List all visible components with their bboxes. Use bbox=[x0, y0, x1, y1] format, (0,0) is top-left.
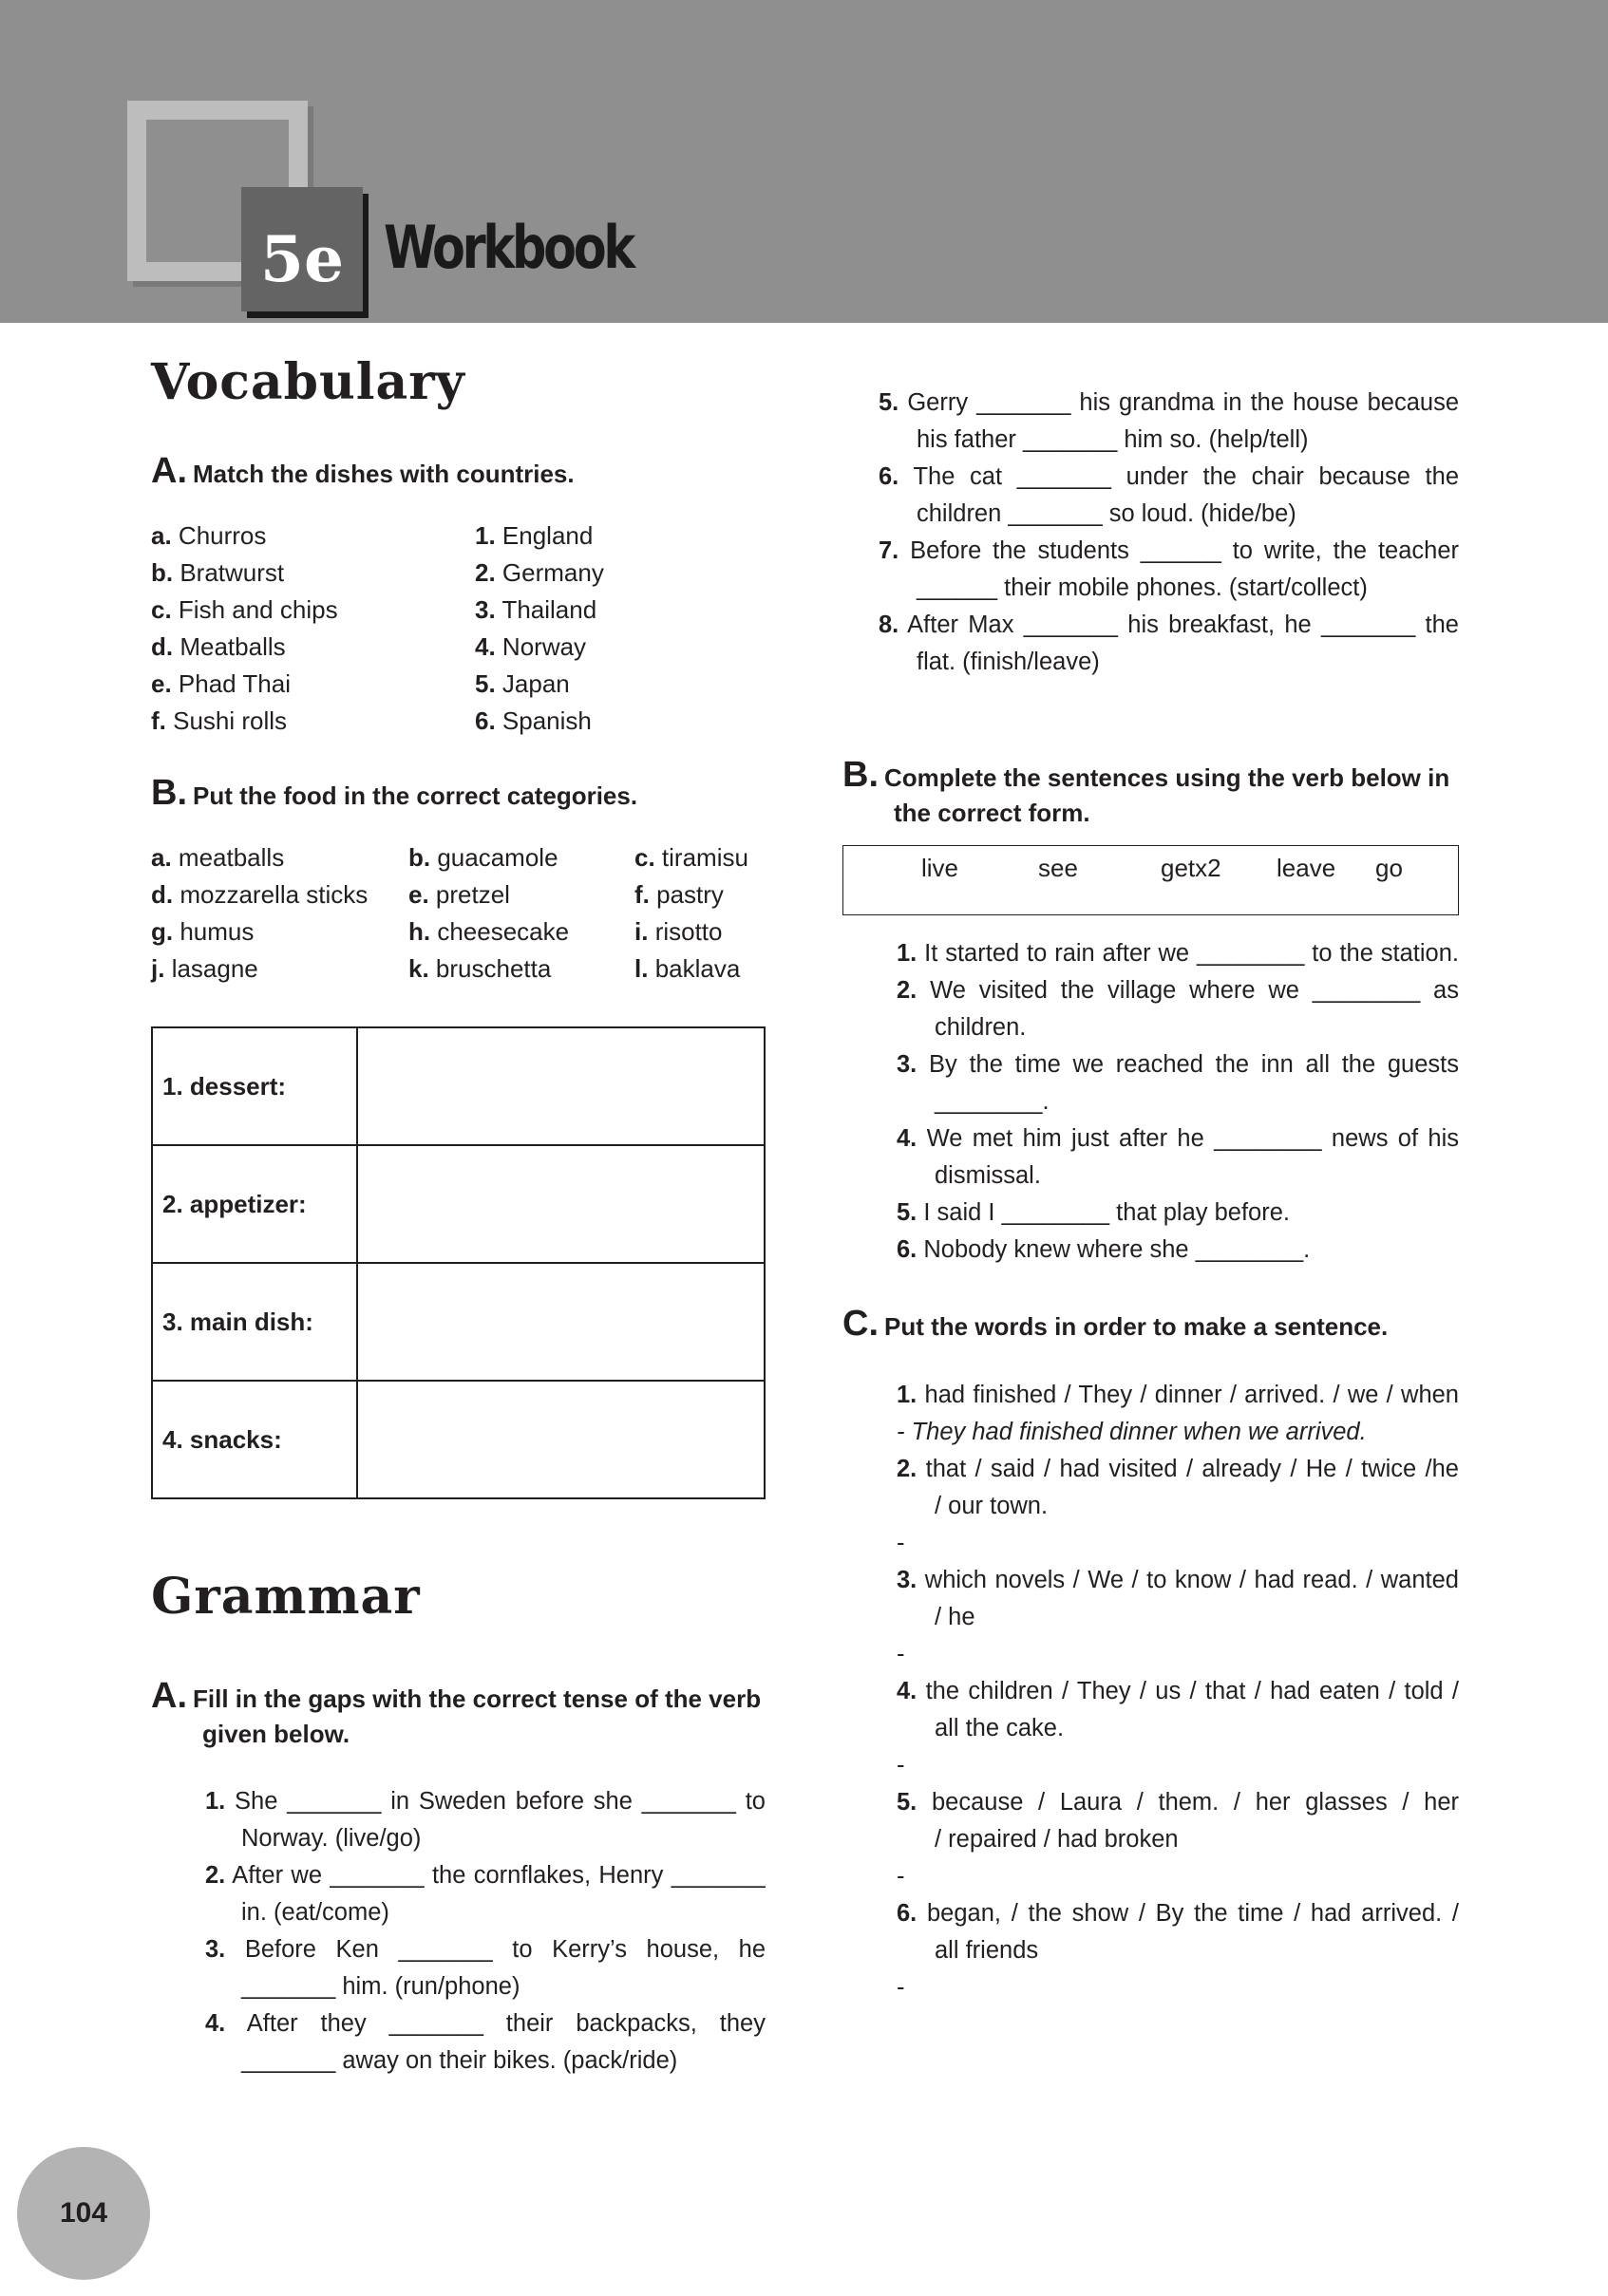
item-number: 2. bbox=[205, 1862, 226, 1889]
category-label: 3. main dish: bbox=[152, 1263, 357, 1381]
section-letter: A. bbox=[151, 451, 187, 491]
item-text: I said I ________ that play before. bbox=[923, 1199, 1290, 1226]
item-line bbox=[897, 972, 1459, 1009]
list-item bbox=[408, 876, 510, 913]
item-text: Norway. (live/go) bbox=[241, 1825, 422, 1852]
item-number: 1. bbox=[897, 1382, 918, 1408]
item-text: England bbox=[501, 521, 594, 550]
exercise-item bbox=[879, 607, 1459, 681]
list-item bbox=[151, 913, 254, 950]
item-line bbox=[205, 2042, 766, 2080]
item-text: children _______ so loud. (hide/be) bbox=[917, 500, 1296, 527]
item-text: Sushi rolls bbox=[173, 706, 288, 735]
item-line bbox=[205, 2005, 766, 2042]
item-number: 1. bbox=[897, 940, 918, 967]
vocab-a-instruction bbox=[151, 451, 575, 492]
verb-option: see bbox=[1038, 854, 1078, 882]
item-text: ______ their mobile phones. (start/collect) bbox=[917, 574, 1368, 601]
item-text: guacamole bbox=[437, 843, 558, 872]
item-label: b. bbox=[151, 558, 174, 587]
item-text: Fish and chips bbox=[178, 595, 338, 624]
item-line bbox=[879, 644, 1459, 681]
item-line bbox=[897, 1599, 1459, 1636]
item-line bbox=[897, 1562, 1459, 1599]
item-line bbox=[897, 1710, 1459, 1747]
item-line bbox=[879, 459, 1459, 496]
grammar-a-instruction bbox=[151, 1676, 762, 1752]
item-text: Spanish bbox=[501, 706, 592, 735]
list-item bbox=[475, 666, 570, 703]
item-text: cheesecake bbox=[437, 917, 570, 946]
item-line bbox=[205, 1857, 766, 1894]
item-text: Germany bbox=[501, 558, 604, 587]
item-text: bruschetta bbox=[435, 954, 552, 983]
answer-line: - bbox=[897, 1863, 905, 1890]
list-item bbox=[475, 555, 604, 592]
exercise-item bbox=[205, 1783, 766, 1857]
item-number: 6. bbox=[897, 1236, 918, 1263]
category-label: 1. dessert: bbox=[152, 1027, 357, 1145]
item-text: Phad Thai bbox=[178, 669, 291, 698]
item-text: the children / They / us / that / had eaten / told / bbox=[925, 1678, 1459, 1704]
category-label: 2. appetizer: bbox=[152, 1145, 357, 1263]
list-item bbox=[151, 592, 338, 629]
item-label: a. bbox=[151, 843, 172, 872]
exercise-item bbox=[897, 972, 1459, 1046]
item-text: flat. (finish/leave) bbox=[917, 649, 1100, 675]
item-number: 5. bbox=[879, 389, 899, 416]
header-title: Workbook bbox=[384, 213, 633, 282]
item-line bbox=[897, 1932, 1459, 1969]
item-text: _______ him. (run/phone) bbox=[241, 1973, 520, 2000]
unit-badge bbox=[241, 187, 363, 311]
item-text: It started to rain after we ________ to the station. bbox=[924, 940, 1459, 967]
item-number: 4. bbox=[205, 2010, 226, 2037]
list-item bbox=[151, 839, 284, 876]
item-text: After Max _______ his breakfast, he _______ the bbox=[907, 612, 1459, 638]
verb-option: go bbox=[1375, 854, 1403, 882]
item-label: 1. bbox=[475, 521, 496, 550]
item-label: j. bbox=[151, 954, 165, 983]
item-label: d. bbox=[151, 632, 174, 661]
item-text: By the time we reached the inn all the guests bbox=[928, 1051, 1459, 1078]
verb-option: live bbox=[921, 854, 959, 882]
item-label: 3. bbox=[475, 595, 496, 624]
item-text: / he bbox=[935, 1604, 975, 1630]
list-item bbox=[151, 950, 258, 988]
section-letter: B. bbox=[151, 773, 187, 813]
answer-line: - bbox=[897, 1974, 905, 2001]
item-text: dismissal. bbox=[935, 1162, 1041, 1189]
exercise-item bbox=[897, 1232, 1459, 1269]
item-text: pastry bbox=[656, 880, 724, 909]
item-text: his father _______ him so. (help/tell) bbox=[917, 426, 1309, 453]
exercise-item bbox=[205, 1857, 766, 1931]
item-number: 2. bbox=[897, 977, 918, 1004]
item-label: 2. bbox=[475, 558, 496, 587]
item-line bbox=[897, 1157, 1459, 1195]
verb-option: leave bbox=[1277, 854, 1336, 882]
category-answer-cell[interactable] bbox=[357, 1381, 765, 1498]
category-label: 4. snacks: bbox=[152, 1381, 357, 1498]
item-text: had finished / They / dinner / arrived. / we / when bbox=[924, 1382, 1459, 1408]
list-item bbox=[151, 518, 266, 555]
table-row bbox=[152, 1263, 765, 1381]
item-line bbox=[897, 1046, 1459, 1083]
item-text: Meatballs bbox=[180, 632, 286, 661]
exercise-item bbox=[897, 1673, 1459, 1784]
item-label: k. bbox=[408, 954, 429, 983]
item-line bbox=[205, 1931, 766, 1968]
item-text: Nobody knew where she ________. bbox=[923, 1236, 1311, 1263]
item-line bbox=[879, 496, 1459, 533]
instruction-text: given below. bbox=[202, 1720, 350, 1748]
exercise-item bbox=[897, 1046, 1459, 1120]
item-text: Before the students ______ to write, the teacher bbox=[910, 537, 1459, 564]
item-label: d. bbox=[151, 880, 174, 909]
list-item bbox=[475, 703, 592, 740]
item-line bbox=[897, 1488, 1459, 1525]
item-line bbox=[879, 422, 1459, 459]
item-text: because / Laura / them. / her glasses / her bbox=[931, 1789, 1459, 1816]
exercise-item bbox=[879, 459, 1459, 533]
item-text: The cat _______ under the chair because the bbox=[913, 463, 1459, 490]
item-text: Gerry _______ his grandma in the house because bbox=[907, 389, 1459, 416]
item-text: After they _______ their backpacks, they bbox=[246, 2010, 766, 2037]
item-label: f. bbox=[151, 706, 166, 735]
item-label: c. bbox=[151, 595, 172, 624]
exercise-item bbox=[897, 1195, 1459, 1232]
section-letter: C. bbox=[842, 1304, 879, 1344]
item-label: i. bbox=[634, 917, 649, 946]
item-text: humus bbox=[180, 917, 255, 946]
page-number bbox=[17, 2147, 150, 2280]
item-number: 4. bbox=[897, 1678, 918, 1704]
item-label: e. bbox=[151, 669, 172, 698]
section-letter: B. bbox=[842, 755, 879, 795]
exercise-item bbox=[897, 1895, 1459, 2006]
item-number: 4. bbox=[897, 1125, 918, 1152]
exercise-item bbox=[897, 1377, 1459, 1451]
item-text: children. bbox=[935, 1014, 1027, 1041]
list-item bbox=[151, 629, 286, 666]
item-text: _______ away on their bikes. (pack/ride) bbox=[241, 2047, 678, 2074]
item-text: pretzel bbox=[435, 880, 510, 909]
unit-number: 5e bbox=[260, 221, 344, 296]
instruction-text: Put the food in the correct categories. bbox=[193, 781, 638, 810]
verb-box bbox=[842, 845, 1459, 915]
item-line bbox=[897, 935, 1459, 972]
item-number: 3. bbox=[205, 1936, 226, 1963]
item-number: 7. bbox=[879, 537, 899, 564]
item-text: / our town. bbox=[935, 1493, 1049, 1519]
list-item bbox=[634, 913, 723, 950]
category-answer-cell[interactable] bbox=[357, 1145, 765, 1263]
item-text: Thailand bbox=[501, 595, 597, 624]
exercise-item bbox=[897, 1784, 1459, 1895]
item-text: We visited the village where we ________ as bbox=[930, 977, 1459, 1004]
item-number: 8. bbox=[879, 612, 899, 638]
list-item bbox=[475, 592, 596, 629]
table-row bbox=[152, 1027, 765, 1145]
item-line bbox=[205, 1968, 766, 2005]
item-number: 1. bbox=[205, 1788, 226, 1815]
category-answer-cell[interactable] bbox=[357, 1263, 765, 1381]
item-line bbox=[897, 1195, 1459, 1232]
exercise-item bbox=[879, 533, 1459, 607]
item-text: mozzarella sticks bbox=[180, 880, 369, 909]
item-label: 4. bbox=[475, 632, 496, 661]
item-line bbox=[897, 1784, 1459, 1821]
exercise-item bbox=[897, 1562, 1459, 1673]
item-line bbox=[879, 385, 1459, 422]
item-number: 6. bbox=[879, 463, 899, 490]
item-text: meatballs bbox=[178, 843, 285, 872]
item-number: 3. bbox=[897, 1051, 918, 1078]
item-label: f. bbox=[634, 880, 650, 909]
item-line bbox=[897, 1083, 1459, 1120]
item-line bbox=[897, 1451, 1459, 1488]
answer-line: - They had finished dinner when we arrived. bbox=[897, 1419, 1367, 1445]
item-number: 3. bbox=[897, 1567, 918, 1593]
item-text: all the cake. bbox=[935, 1715, 1065, 1741]
list-item bbox=[634, 839, 748, 876]
item-text: in. (eat/come) bbox=[241, 1899, 389, 1926]
list-item bbox=[408, 839, 558, 876]
item-number: 2. bbox=[897, 1456, 918, 1482]
answer-line: - bbox=[897, 1752, 905, 1778]
item-number: 5. bbox=[897, 1199, 918, 1226]
item-line bbox=[205, 1894, 766, 1931]
list-item bbox=[634, 950, 740, 988]
page-number-text: 104 bbox=[59, 2197, 108, 2229]
item-line bbox=[205, 1783, 766, 1820]
item-text: Bratwurst bbox=[180, 558, 285, 587]
grammar-b-instruction bbox=[842, 755, 1450, 831]
item-line bbox=[897, 1009, 1459, 1046]
grammar-c-instruction bbox=[842, 1304, 1389, 1345]
item-label: 6. bbox=[475, 706, 496, 735]
instruction-text: Fill in the gaps with the correct tense of the verb bbox=[193, 1684, 762, 1713]
item-text: / repaired / had broken bbox=[935, 1826, 1179, 1853]
item-text: Norway bbox=[501, 632, 587, 661]
item-line bbox=[879, 570, 1459, 607]
exercise-item bbox=[897, 1451, 1459, 1562]
exercise-item bbox=[205, 2005, 766, 2080]
item-label: 5. bbox=[475, 669, 496, 698]
list-item bbox=[151, 876, 368, 913]
item-line bbox=[897, 1673, 1459, 1710]
list-item bbox=[475, 518, 593, 555]
instruction-text: the correct form. bbox=[894, 799, 1090, 827]
item-text: baklava bbox=[654, 954, 741, 983]
list-item bbox=[151, 703, 287, 740]
exercise-item bbox=[897, 1120, 1459, 1195]
section-letter: A. bbox=[151, 1676, 187, 1716]
item-text: We met him just after he ________ news of his bbox=[926, 1125, 1459, 1152]
item-label: b. bbox=[408, 843, 431, 872]
category-answer-cell[interactable] bbox=[357, 1027, 765, 1145]
item-text: Churros bbox=[178, 521, 267, 550]
list-item bbox=[151, 666, 291, 703]
item-text: began, / the show / By the time / had arrived. / bbox=[927, 1900, 1459, 1927]
list-item bbox=[475, 629, 586, 666]
item-text: risotto bbox=[654, 917, 723, 946]
vocab-b-instruction bbox=[151, 773, 638, 814]
item-text: lasagne bbox=[171, 954, 258, 983]
list-item bbox=[408, 913, 569, 950]
exercise-item bbox=[897, 935, 1459, 972]
verb-option: getx2 bbox=[1161, 854, 1221, 882]
item-label: g. bbox=[151, 917, 174, 946]
item-text: She _______ in Sweden before she _______ to bbox=[235, 1788, 766, 1815]
item-label: e. bbox=[408, 880, 429, 909]
answer-line: - bbox=[897, 1641, 905, 1667]
item-text: After we _______ the cornflakes, Henry _______ bbox=[232, 1862, 766, 1889]
table-row bbox=[152, 1381, 765, 1498]
item-line bbox=[897, 1895, 1459, 1932]
answer-line: - bbox=[897, 1530, 905, 1556]
item-label: c. bbox=[634, 843, 655, 872]
item-line bbox=[879, 533, 1459, 570]
instruction-text: Match the dishes with countries. bbox=[193, 460, 575, 488]
item-label: h. bbox=[408, 917, 431, 946]
item-text: all friends bbox=[935, 1937, 1039, 1964]
item-text: Japan bbox=[501, 669, 570, 698]
item-text: that / said / had visited / already / He / twice /he bbox=[925, 1456, 1459, 1482]
item-text: tiramisu bbox=[661, 843, 748, 872]
vocabulary-heading: Vocabulary bbox=[151, 353, 465, 411]
instruction-text: Put the words in order to make a sentence. bbox=[884, 1312, 1389, 1341]
item-text: ________. bbox=[935, 1088, 1050, 1115]
grammar-heading: Grammar bbox=[151, 1568, 421, 1626]
item-label: a. bbox=[151, 521, 172, 550]
exercise-item bbox=[205, 1931, 766, 2005]
item-line bbox=[897, 1377, 1459, 1414]
instruction-text: Complete the sentences using the verb below in bbox=[884, 763, 1450, 792]
list-item bbox=[151, 555, 284, 592]
categories-table bbox=[151, 1026, 766, 1499]
item-text: which novels / We / to know / had read. / wanted bbox=[924, 1567, 1459, 1593]
item-label: l. bbox=[634, 954, 649, 983]
exercise-item bbox=[879, 385, 1459, 459]
list-item bbox=[634, 876, 724, 913]
item-line bbox=[205, 1820, 766, 1857]
item-number: 5. bbox=[897, 1789, 918, 1816]
item-line bbox=[897, 1232, 1459, 1269]
item-text: Before Ken _______ to Kerry’s house, he bbox=[244, 1936, 766, 1963]
item-line bbox=[897, 1120, 1459, 1157]
item-line bbox=[879, 607, 1459, 644]
list-item bbox=[408, 950, 551, 988]
item-number: 6. bbox=[897, 1900, 918, 1927]
table-row bbox=[152, 1145, 765, 1263]
item-line bbox=[897, 1821, 1459, 1858]
